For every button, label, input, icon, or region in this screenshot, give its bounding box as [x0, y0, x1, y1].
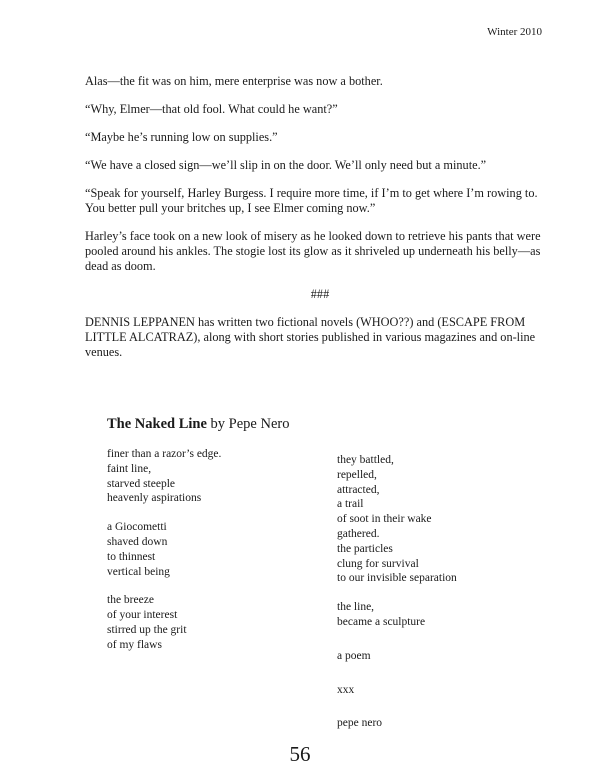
poem-line: repelled,	[337, 468, 377, 481]
poem-line: a Giocometti	[107, 521, 167, 534]
poem-line: a poem	[337, 649, 371, 662]
poem-title	[107, 416, 289, 433]
poem-author-signature: pepe nero	[337, 717, 383, 730]
poem-line: clung for survival	[337, 557, 419, 570]
poem-byline: by Pepe Nero	[206, 416, 290, 432]
story-paragraph: “Maybe he’s running low on supplies.”	[85, 130, 278, 144]
poem-line: they battled,	[337, 454, 394, 466]
poem-left-column	[107, 447, 221, 667]
poem-line: the particles	[337, 542, 393, 555]
poem-title-text: The Naked Line	[107, 416, 207, 432]
poem-right-column	[337, 453, 457, 750]
story-paragraph: “Why, Elmer—that old fool. What could he want?”	[85, 102, 338, 116]
poem-line: became a sculpture	[337, 615, 426, 628]
poem-line: attracted,	[337, 483, 380, 496]
poem-stanza	[337, 716, 457, 731]
poem-line: shaved down	[107, 535, 168, 548]
story-paragraph: Harley’s face took on a new look of misery as he looked down to retrieve his pants that were pooled around his ankles. The stogie lost its glow as it shriveled up underneath his belly—as dead as doom.	[85, 229, 541, 273]
page-number: 56	[289, 742, 311, 766]
poem-stanza	[107, 447, 221, 506]
poem-line: faint line,	[107, 462, 152, 475]
poem-stanza	[337, 649, 457, 664]
poem-line: vertical being	[107, 565, 170, 578]
story-paragraph: Alas—the fit was on him, mere enterprise was now a bother.	[85, 74, 383, 88]
poem-stanza	[337, 453, 457, 586]
poem-stanza	[107, 593, 221, 652]
poem-line: the line,	[337, 601, 375, 614]
story-paragraph: “We have a closed sign—we’ll slip in on the door. We’ll only need but a minute.”	[85, 158, 487, 172]
poem-line: gathered.	[337, 527, 380, 540]
poem-line: starved steeple	[107, 477, 176, 490]
poem-line: finer than a razor’s edge.	[107, 448, 222, 460]
poem-line: of soot in their wake	[337, 513, 432, 526]
story-body	[85, 74, 555, 373]
poem-line: stirred up the grit	[107, 623, 187, 636]
story-paragraph: “Speak for yourself, Harley Burgess. I require more time, if I’m to get where I’m rowing to. You better pull your britches up, I see Elmer coming now.”	[85, 186, 538, 215]
poem-line: a trail	[337, 498, 364, 511]
poem-stanza	[107, 520, 221, 579]
poem-line: xxx	[337, 683, 355, 696]
poem-line: of my flaws	[107, 638, 162, 651]
header-issue: Winter 2010	[487, 26, 542, 38]
poem-line: heavenly aspirations	[107, 492, 202, 505]
section-separator: ###	[310, 287, 330, 301]
poem-stanza	[337, 683, 457, 698]
poem-line: to our invisible separation	[337, 572, 457, 585]
poem-line: the breeze	[107, 594, 154, 607]
poem-stanza	[337, 600, 457, 630]
poem-line: of your interest	[107, 609, 178, 622]
author-bio: DENNIS LEPPANEN has written two fictional novels (WHOO??) and (ESCAPE FROM LITTLE ALCATRAZ), along with short stories published in various magazines and on-line venues.	[85, 315, 536, 359]
poem-line: to thinnest	[107, 550, 156, 563]
